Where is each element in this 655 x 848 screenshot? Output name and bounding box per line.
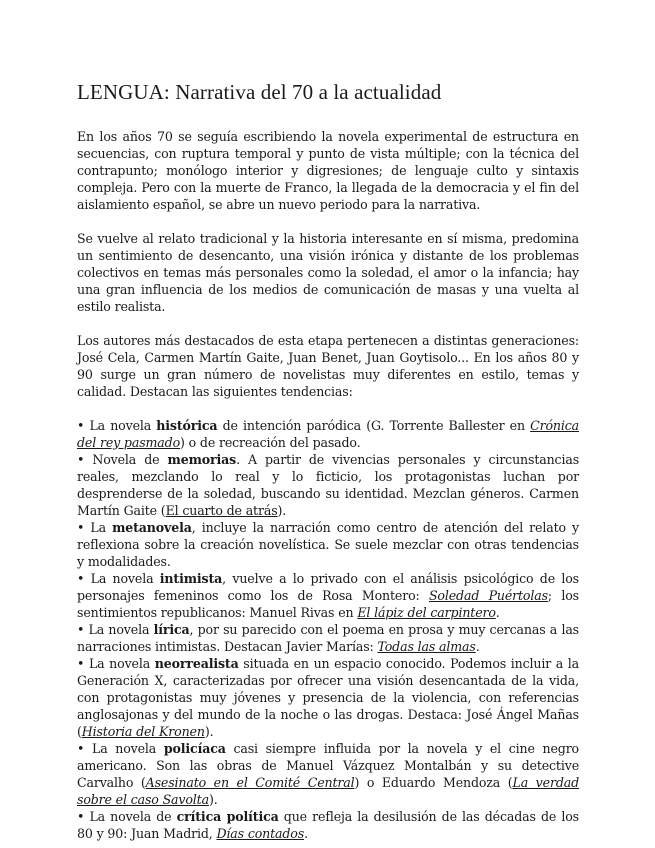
bullet-text: ; los sentimientos republicanos: Manuel Rivas en <box>77 588 579 620</box>
bullet-text: de intención paródica (G. Torrente Ballester en <box>217 418 531 433</box>
work-title: Días contados <box>216 826 305 841</box>
bullet-text: • La novela <box>77 418 157 433</box>
paragraph-intro: En los años 70 se seguía escribiendo la novela experimental de estructura en secuencias, con ruptura temporal y punto de vista múltiple; con la técnica del contrapunto; monólogo interior y digresiones; de lenguaje culto y sintaxis compleja. Pero con la muerte de Franco, la llegada de la democracia y el fin del aislamiento español, se abre un nuevo periodo para la narrativa. <box>77 129 579 212</box>
bullet-text: , vuelve a lo privado con el análisis psicológico de los personajes femeninos como los de Rosa Montero: <box>77 571 579 603</box>
work-title: La verdad sobre el caso Savolta <box>77 775 580 807</box>
paragraph-context: Se vuelve al relato tradicional y la historia interesante en sí misma, predomina un sentimiento de desencanto, una visión irónica y distante de los problemas colectivos en temas más personales como la soledad, el amor o la infancia; hay una gran influencia de los medios de comunicación de masas y una vuelta al estilo realista. <box>77 231 579 314</box>
bullet-text: • La novela <box>77 571 160 586</box>
work-title: Crónica del rey pasmado <box>77 418 579 450</box>
work-title: Soledad Puértolas <box>428 588 548 603</box>
bullet-text: • La novela <box>77 656 155 671</box>
work-title: El cuarto de atrás <box>165 503 278 518</box>
bullet-term: memorias <box>167 452 237 467</box>
tendencies-list <box>77 417 579 842</box>
bullet-text: . A partir de vivencias personales y circunstancias reales, mezclando lo real y lo ficticio, los protagonistas luchan por desprenderse de la soledad, buscando su identidad. Mezclan géneros. Carmen Martín Gaite ( <box>77 452 580 518</box>
work-title: El lápiz del carpintero <box>357 605 496 620</box>
bullet-text: ). <box>204 724 214 739</box>
bullet-text: ) o de recreación del pasado. <box>180 435 361 450</box>
bullet-text: que refleja la desilusión de las décadas de los 80 y 90: Juan Madrid, <box>77 809 579 841</box>
bullet-term: lírica <box>153 622 190 637</box>
bullet-text: . <box>475 639 480 654</box>
bullet-text: . <box>495 605 500 620</box>
bullet-text: , incluye la narración como centro de atención del relato y reflexiona sobre la creación novelística. Se suele mezclar con otras tendencias y modalidades. <box>77 520 580 569</box>
bullet-term: metanovela <box>112 520 192 535</box>
bullet-text: ) o Eduardo Mendoza ( <box>354 775 513 790</box>
list-item-neorrealista <box>77 655 579 740</box>
bullet-text: , por su parecido con el poema en prosa y muy cercanas a las narraciones intimistas. Destacan Javier Marías: <box>77 622 579 654</box>
bullet-text: ). <box>277 503 287 518</box>
list-item-policiaca <box>77 740 579 808</box>
bullet-text: • Novela de <box>77 452 168 467</box>
bullet-term: neorrealista <box>154 656 239 671</box>
list-item-intimista <box>77 570 579 621</box>
list-item-critica-politica <box>77 808 579 842</box>
bullet-text: casi siempre influida por la novela y el cine negro americano. Son las obras de Manuel Vázquez Montalbán y su detective Carvalho ( <box>77 741 579 790</box>
page-title: LENGUA: Narrativa del 70 a la actualidad <box>77 80 442 104</box>
list-item-historica <box>77 417 579 451</box>
list-item-memorias <box>77 451 579 519</box>
work-title: Historia del Kronen <box>81 724 205 739</box>
list-item-lirica <box>77 621 579 655</box>
work-title: Todas las almas <box>377 639 476 654</box>
bullet-text: • La novela <box>77 622 154 637</box>
bullet-text: • La <box>77 520 113 535</box>
paragraph-authors: Los autores más destacados de esta etapa pertenecen a distintas generaciones: José Cela, Carmen Martín Gaite, Juan Benet, Juan Goytisolo... En los años 80 y 90 surge un gran número de novelistas muy diferentes en estilo, temas y calidad. Destacan las siguientes tendencias: <box>77 333 579 399</box>
work-title: Asesinato en el Comité Central <box>145 775 355 790</box>
bullet-text: ). <box>208 792 218 807</box>
list-item-metanovela <box>77 519 579 570</box>
bullet-term: crítica política <box>176 809 279 824</box>
bullet-text: situada en un espacio conocido. Podemos incluir a la Generación X, caracterizadas por ofrecer una visión desencantada de la vida, con protagonistas muy jóvenes y presencia de la violencia, con referencias anglosajonas y del mundo de la noche o las drogas. Destaca: José Ángel Mañas ( <box>77 656 579 739</box>
bullet-text: . <box>304 826 308 841</box>
bullet-term: histórica <box>156 418 218 433</box>
bullet-text: • La novela de <box>77 809 177 824</box>
bullet-term: intimista <box>159 571 223 586</box>
bullet-text: • La novela <box>77 741 164 756</box>
bullet-term: policíaca <box>163 741 226 756</box>
